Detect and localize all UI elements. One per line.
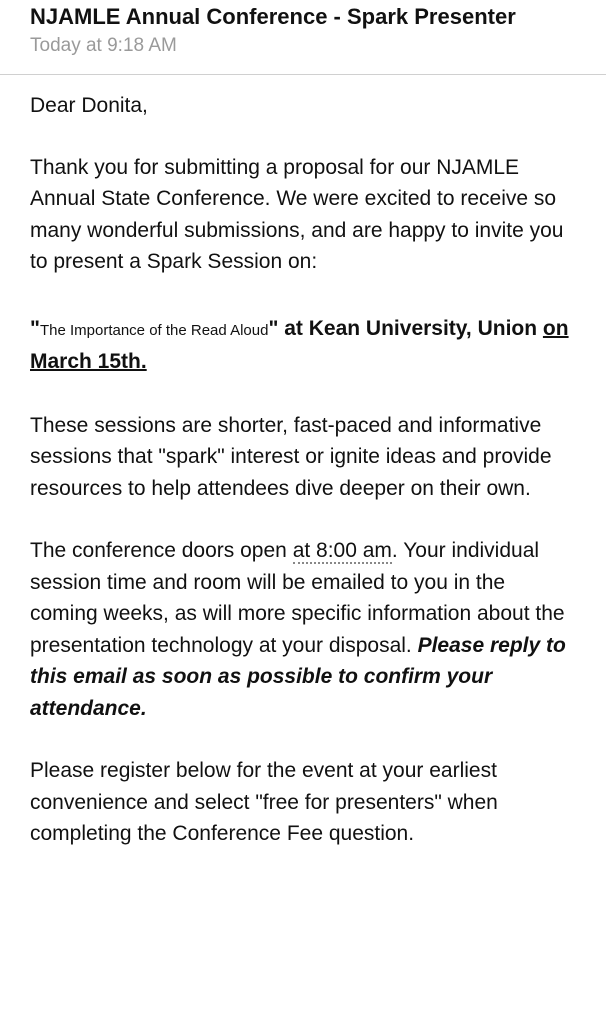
confirm-attendance-emphasis: Please reply to this email as soon as possible to confirm your attendance. — [30, 633, 566, 720]
header-divider — [0, 74, 606, 75]
paragraph-session-description: These sessions are shorter, fast-paced and informative sessions that "spark" interest or ignite ideas and provide resources to help attendees dive deeper on their own. — [30, 413, 552, 500]
session-details — [30, 313, 576, 378]
door-open-time-link[interactable]: at 8:00 am — [292, 539, 392, 562]
paragraph-registration: Please register below for the event at your earliest convenience and select "free for presenters" when completing the Conference Fee question. — [30, 759, 498, 845]
session-title: The Importance of the Read Aloud — [39, 321, 269, 339]
greeting: Dear Donita, — [30, 94, 148, 117]
email-subject: NJAMLE Annual Conference - Spark Presenter — [30, 4, 516, 29]
open-quote: " — [30, 316, 40, 340]
logistics-lead: The conference doors open — [30, 539, 293, 562]
logistics-middle: . Your individual session time and room will be emailed to you in the coming weeks, as will more specific information about the presentation technology at your disposal. — [30, 539, 565, 657]
email-header — [0, 0, 606, 59]
email-timestamp: Today at 9:18 AM — [30, 35, 177, 56]
paragraph-logistics — [30, 535, 576, 724]
session-location: " at Kean University, Union — [268, 316, 543, 340]
paragraph-invitation: Thank you for submitting a proposal for our NJAMLE Annual State Conference. We were excited to receive so many wonderful submissions, and are happy to invite you to present a Spark Session on: — [30, 155, 564, 273]
session-date: on March 15th. — [30, 316, 569, 373]
email-body — [0, 90, 606, 850]
